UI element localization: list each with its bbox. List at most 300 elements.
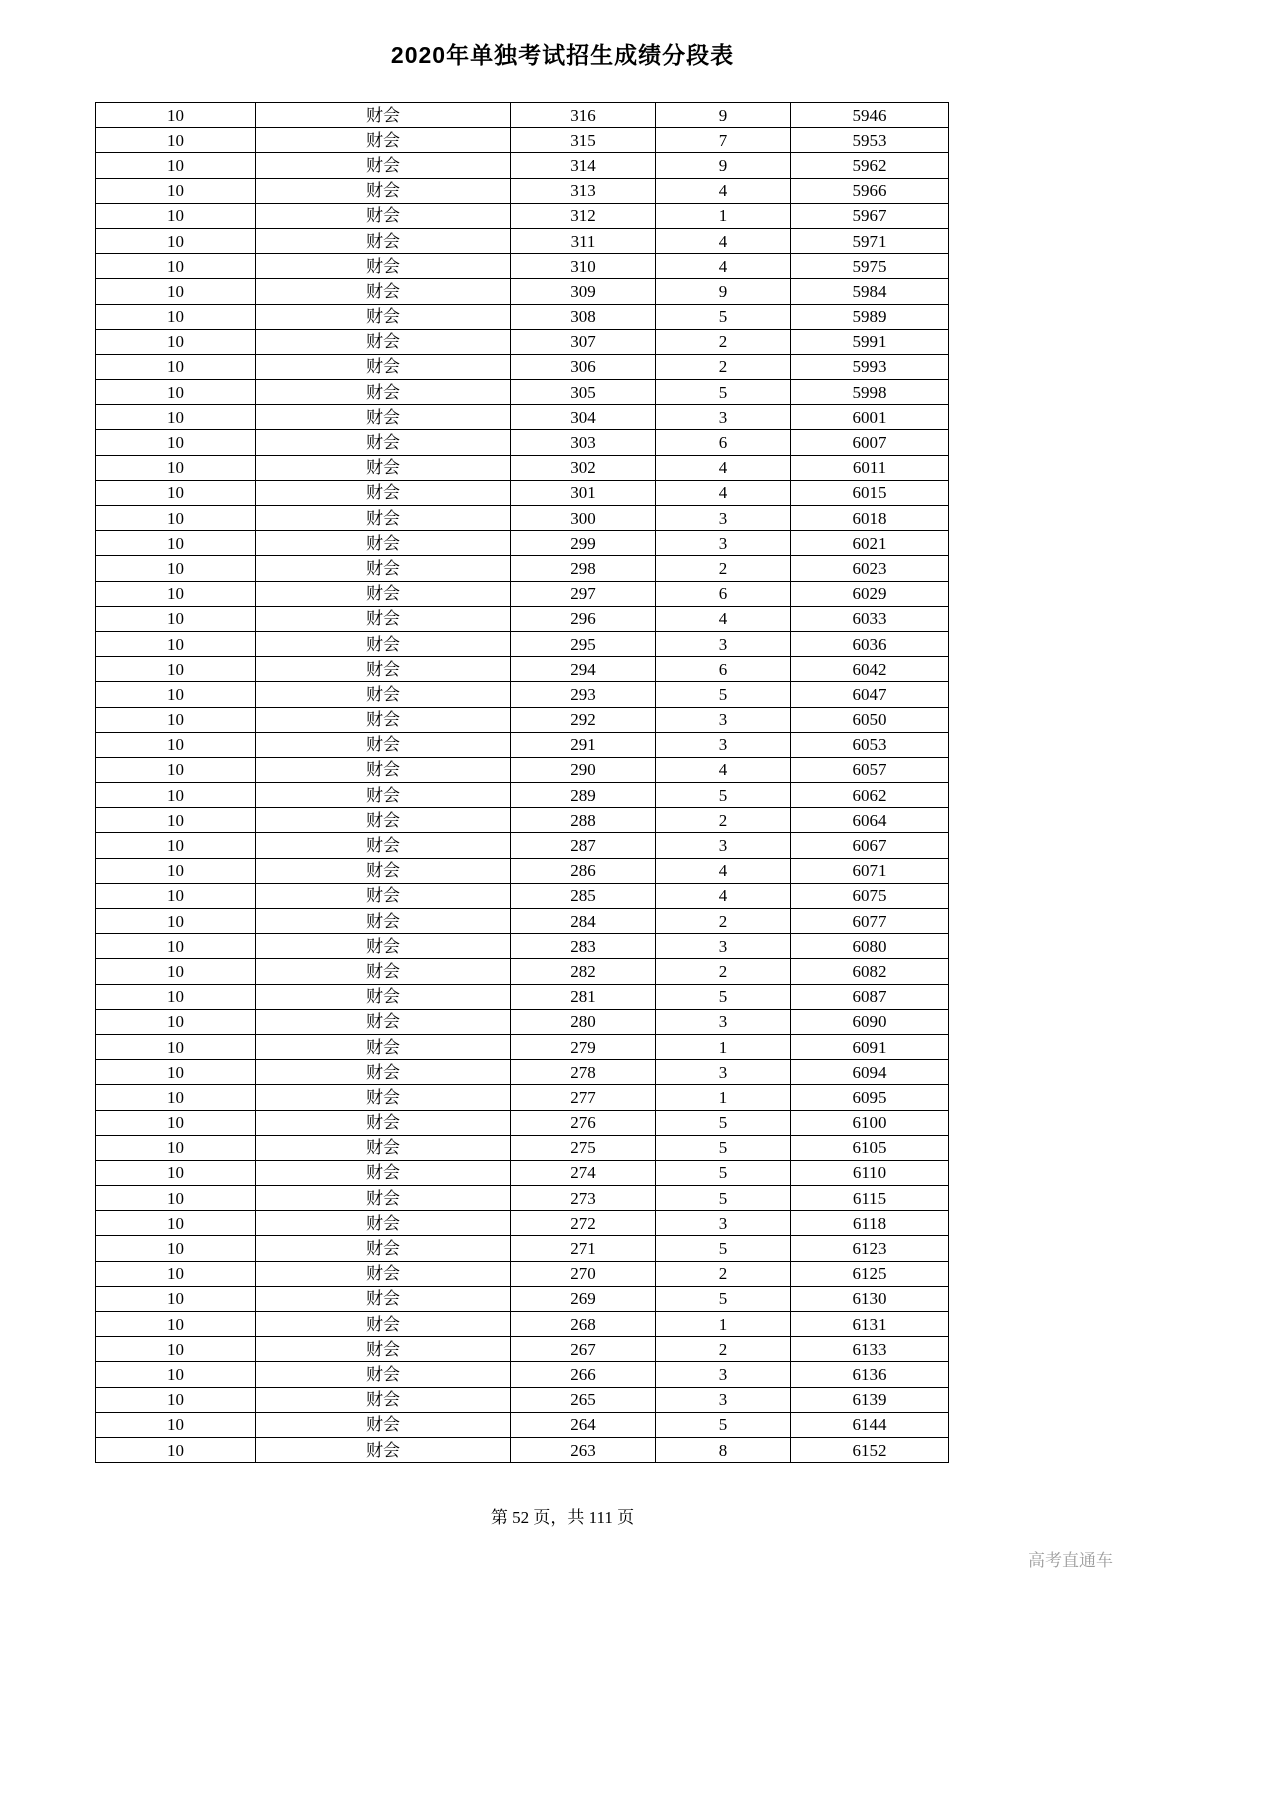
table-cell: 270: [511, 1261, 656, 1286]
table-row: [96, 757, 949, 782]
table-cell: 财会: [256, 707, 511, 732]
table-cell: 10: [96, 455, 256, 480]
table-cell: 6080: [791, 934, 949, 959]
table-cell: 财会: [256, 1160, 511, 1185]
table-row: [96, 808, 949, 833]
table-cell: 10: [96, 430, 256, 455]
table-cell: 5967: [791, 203, 949, 228]
table-cell: 10: [96, 1110, 256, 1135]
table-cell: 313: [511, 178, 656, 203]
table-row: [96, 203, 949, 228]
table-cell: 2: [656, 808, 791, 833]
score-table: [95, 102, 949, 1463]
table-cell: 10: [96, 581, 256, 606]
table-cell: 7: [656, 128, 791, 153]
table-cell: 10: [96, 1236, 256, 1261]
table-cell: 4: [656, 480, 791, 505]
table-row: [96, 883, 949, 908]
table-cell: 5: [656, 984, 791, 1009]
table-cell: 10: [96, 934, 256, 959]
table-cell: 6087: [791, 984, 949, 1009]
table-row: [96, 1110, 949, 1135]
table-cell: 1: [656, 203, 791, 228]
table-row: [96, 1034, 949, 1059]
table-cell: 10: [96, 606, 256, 631]
table-cell: 293: [511, 682, 656, 707]
table-cell: 财会: [256, 1135, 511, 1160]
table-cell: 288: [511, 808, 656, 833]
table-cell: 10: [96, 178, 256, 203]
table-row: [96, 455, 949, 480]
table-cell: 财会: [256, 103, 511, 128]
table-cell: 10: [96, 1261, 256, 1286]
table-cell: 财会: [256, 203, 511, 228]
table-cell: 8: [656, 1437, 791, 1462]
table-cell: 财会: [256, 455, 511, 480]
table-row: [96, 304, 949, 329]
table-cell: 财会: [256, 304, 511, 329]
table-cell: 10: [96, 858, 256, 883]
table-row: [96, 228, 949, 253]
table-cell: 6036: [791, 631, 949, 656]
table-row: [96, 1085, 949, 1110]
table-cell: 3: [656, 934, 791, 959]
document-page: [95, 0, 1030, 1528]
table-cell: 298: [511, 556, 656, 581]
table-cell: 财会: [256, 1312, 511, 1337]
table-cell: 5998: [791, 380, 949, 405]
table-row: [96, 1060, 949, 1085]
table-row: [96, 1186, 949, 1211]
table-cell: 278: [511, 1060, 656, 1085]
table-cell: 275: [511, 1135, 656, 1160]
table-cell: 280: [511, 1009, 656, 1034]
table-cell: 财会: [256, 405, 511, 430]
table-cell: 6: [656, 657, 791, 682]
table-cell: 5: [656, 1110, 791, 1135]
table-row: [96, 1160, 949, 1185]
table-cell: 9: [656, 103, 791, 128]
table-cell: 264: [511, 1412, 656, 1437]
table-cell: 财会: [256, 506, 511, 531]
table-cell: 3: [656, 506, 791, 531]
table-cell: 9: [656, 279, 791, 304]
table-cell: 5: [656, 1236, 791, 1261]
table-cell: 财会: [256, 1085, 511, 1110]
table-row: [96, 1211, 949, 1236]
table-cell: 276: [511, 1110, 656, 1135]
table-cell: 财会: [256, 682, 511, 707]
table-cell: 6011: [791, 455, 949, 480]
table-cell: 287: [511, 833, 656, 858]
table-cell: 10: [96, 984, 256, 1009]
table-cell: 10: [96, 1362, 256, 1387]
table-cell: 5991: [791, 329, 949, 354]
table-row: [96, 909, 949, 934]
table-cell: 284: [511, 909, 656, 934]
table-cell: 10: [96, 1009, 256, 1034]
table-cell: 6075: [791, 883, 949, 908]
table-cell: 295: [511, 631, 656, 656]
table-cell: 6064: [791, 808, 949, 833]
table-row: [96, 254, 949, 279]
table-row: [96, 1362, 949, 1387]
table-cell: 10: [96, 883, 256, 908]
table-cell: 10: [96, 657, 256, 682]
table-cell: 5993: [791, 354, 949, 379]
table-row: [96, 833, 949, 858]
table-cell: 4: [656, 757, 791, 782]
table-cell: 272: [511, 1211, 656, 1236]
table-cell: 2: [656, 329, 791, 354]
table-row: [96, 631, 949, 656]
table-cell: 302: [511, 455, 656, 480]
table-cell: 10: [96, 783, 256, 808]
table-cell: 财会: [256, 153, 511, 178]
table-cell: 315: [511, 128, 656, 153]
table-cell: 282: [511, 959, 656, 984]
table-cell: 2: [656, 354, 791, 379]
table-cell: 3: [656, 707, 791, 732]
table-cell: 财会: [256, 1236, 511, 1261]
table-row: [96, 682, 949, 707]
table-cell: 财会: [256, 1286, 511, 1311]
table-cell: 3: [656, 1362, 791, 1387]
table-cell: 财会: [256, 1186, 511, 1211]
table-cell: 10: [96, 254, 256, 279]
table-cell: 财会: [256, 480, 511, 505]
table-cell: 6094: [791, 1060, 949, 1085]
table-cell: 6131: [791, 1312, 949, 1337]
table-cell: 财会: [256, 732, 511, 757]
table-cell: 307: [511, 329, 656, 354]
table-cell: 10: [96, 153, 256, 178]
table-cell: 10: [96, 1186, 256, 1211]
table-cell: 6015: [791, 480, 949, 505]
page-number: 第 52 页，共 111 页: [490, 1508, 635, 1528]
table-cell: 314: [511, 153, 656, 178]
table-cell: 10: [96, 1387, 256, 1412]
table-cell: 6018: [791, 506, 949, 531]
table-cell: 财会: [256, 858, 511, 883]
table-cell: 310: [511, 254, 656, 279]
table-cell: 财会: [256, 1009, 511, 1034]
table-cell: 3: [656, 405, 791, 430]
table-cell: 财会: [256, 531, 511, 556]
table-cell: 308: [511, 304, 656, 329]
table-row: [96, 480, 949, 505]
table-row: [96, 1236, 949, 1261]
table-cell: 299: [511, 531, 656, 556]
table-cell: 10: [96, 279, 256, 304]
table-row: [96, 707, 949, 732]
table-cell: 4: [656, 883, 791, 908]
table-cell: 10: [96, 1437, 256, 1462]
table-cell: 财会: [256, 783, 511, 808]
table-cell: 10: [96, 556, 256, 581]
table-cell: 财会: [256, 606, 511, 631]
table-cell: 财会: [256, 1261, 511, 1286]
page-title: 2020年单独考试招生成绩分段表: [390, 42, 735, 68]
table-cell: 10: [96, 1211, 256, 1236]
table-cell: 6057: [791, 757, 949, 782]
table-row: [96, 405, 949, 430]
table-cell: 286: [511, 858, 656, 883]
table-cell: 财会: [256, 178, 511, 203]
table-row: [96, 732, 949, 757]
table-cell: 6136: [791, 1362, 949, 1387]
table-cell: 3: [656, 1060, 791, 1085]
table-row: [96, 279, 949, 304]
table-cell: 6067: [791, 833, 949, 858]
table-cell: 5: [656, 380, 791, 405]
table-cell: 6130: [791, 1286, 949, 1311]
table-row: [96, 1135, 949, 1160]
table-cell: 5946: [791, 103, 949, 128]
table-cell: 10: [96, 203, 256, 228]
table-cell: 财会: [256, 757, 511, 782]
table-cell: 1: [656, 1312, 791, 1337]
table-cell: 财会: [256, 128, 511, 153]
table-cell: 3: [656, 531, 791, 556]
table-cell: 6029: [791, 581, 949, 606]
table-cell: 10: [96, 304, 256, 329]
table-cell: 10: [96, 833, 256, 858]
table-cell: 292: [511, 707, 656, 732]
table-cell: 10: [96, 506, 256, 531]
table-cell: 10: [96, 757, 256, 782]
table-cell: 5: [656, 1135, 791, 1160]
table-row: [96, 1009, 949, 1034]
table-cell: 财会: [256, 380, 511, 405]
table-cell: 6133: [791, 1337, 949, 1362]
table-cell: 9: [656, 153, 791, 178]
table-cell: 2: [656, 556, 791, 581]
table-cell: 5: [656, 1160, 791, 1185]
table-row: [96, 657, 949, 682]
table-row: [96, 430, 949, 455]
table-cell: 2: [656, 909, 791, 934]
table-cell: 4: [656, 455, 791, 480]
table-cell: 279: [511, 1034, 656, 1059]
table-cell: 6100: [791, 1110, 949, 1135]
table-cell: 290: [511, 757, 656, 782]
table-row: [96, 380, 949, 405]
table-cell: 财会: [256, 228, 511, 253]
table-cell: 5971: [791, 228, 949, 253]
table-cell: 财会: [256, 959, 511, 984]
table-cell: 3: [656, 1211, 791, 1236]
table-cell: 3: [656, 631, 791, 656]
table-cell: 281: [511, 984, 656, 1009]
table-row: [96, 934, 949, 959]
table-cell: 5953: [791, 128, 949, 153]
table-cell: 300: [511, 506, 656, 531]
table-cell: 6021: [791, 531, 949, 556]
table-row: [96, 531, 949, 556]
table-row: [96, 556, 949, 581]
table-cell: 财会: [256, 657, 511, 682]
table-cell: 财会: [256, 329, 511, 354]
table-cell: 6001: [791, 405, 949, 430]
table-cell: 4: [656, 228, 791, 253]
table-cell: 311: [511, 228, 656, 253]
table-cell: 274: [511, 1160, 656, 1185]
table-cell: 297: [511, 581, 656, 606]
table-cell: 6105: [791, 1135, 949, 1160]
table-cell: 277: [511, 1085, 656, 1110]
table-cell: 10: [96, 329, 256, 354]
table-cell: 2: [656, 1261, 791, 1286]
table-cell: 6118: [791, 1211, 949, 1236]
table-cell: 4: [656, 178, 791, 203]
table-cell: 财会: [256, 354, 511, 379]
table-cell: 10: [96, 480, 256, 505]
table-cell: 6033: [791, 606, 949, 631]
table-cell: 305: [511, 380, 656, 405]
table-cell: 10: [96, 354, 256, 379]
table-cell: 6082: [791, 959, 949, 984]
table-cell: 10: [96, 1286, 256, 1311]
table-cell: 268: [511, 1312, 656, 1337]
table-cell: 10: [96, 1312, 256, 1337]
table-cell: 6125: [791, 1261, 949, 1286]
table-cell: 2: [656, 1337, 791, 1362]
table-cell: 5962: [791, 153, 949, 178]
table-cell: 263: [511, 1437, 656, 1462]
table-cell: 6144: [791, 1412, 949, 1437]
table-cell: 财会: [256, 1362, 511, 1387]
table-cell: 财会: [256, 883, 511, 908]
table-cell: 294: [511, 657, 656, 682]
table-cell: 10: [96, 732, 256, 757]
table-cell: 10: [96, 909, 256, 934]
table-cell: 6110: [791, 1160, 949, 1185]
table-cell: 1: [656, 1034, 791, 1059]
table-row: [96, 103, 949, 128]
table-cell: 291: [511, 732, 656, 757]
table-cell: 6090: [791, 1009, 949, 1034]
table-cell: 5: [656, 1286, 791, 1311]
table-cell: 289: [511, 783, 656, 808]
table-cell: 3: [656, 1009, 791, 1034]
table-cell: 财会: [256, 1387, 511, 1412]
table-cell: 财会: [256, 1437, 511, 1462]
table-cell: 财会: [256, 1034, 511, 1059]
table-cell: 5: [656, 1186, 791, 1211]
table-row: [96, 858, 949, 883]
table-cell: 6023: [791, 556, 949, 581]
table-cell: 285: [511, 883, 656, 908]
table-row: [96, 178, 949, 203]
table-cell: 304: [511, 405, 656, 430]
table-cell: 316: [511, 103, 656, 128]
table-cell: 5: [656, 1412, 791, 1437]
table-cell: 5989: [791, 304, 949, 329]
table-cell: 6091: [791, 1034, 949, 1059]
table-cell: 1: [656, 1085, 791, 1110]
table-row: [96, 329, 949, 354]
table-row: [96, 959, 949, 984]
table-cell: 6139: [791, 1387, 949, 1412]
table-cell: 3: [656, 732, 791, 757]
table-cell: 5984: [791, 279, 949, 304]
table-cell: 财会: [256, 631, 511, 656]
table-row: [96, 354, 949, 379]
table-row: [96, 1412, 949, 1437]
table-row: [96, 783, 949, 808]
table-cell: 财会: [256, 1110, 511, 1135]
table-cell: 财会: [256, 1211, 511, 1236]
table-cell: 10: [96, 1060, 256, 1085]
table-cell: 306: [511, 354, 656, 379]
table-cell: 财会: [256, 984, 511, 1009]
table-cell: 6062: [791, 783, 949, 808]
table-cell: 10: [96, 1085, 256, 1110]
table-cell: 财会: [256, 909, 511, 934]
table-cell: 10: [96, 682, 256, 707]
table-cell: 财会: [256, 833, 511, 858]
table-cell: 10: [96, 707, 256, 732]
table-cell: 6007: [791, 430, 949, 455]
table-cell: 4: [656, 606, 791, 631]
table-cell: 6042: [791, 657, 949, 682]
table-cell: 6077: [791, 909, 949, 934]
table-cell: 303: [511, 430, 656, 455]
table-cell: 271: [511, 1236, 656, 1261]
table-row: [96, 1437, 949, 1462]
table-cell: 6152: [791, 1437, 949, 1462]
table-cell: 财会: [256, 430, 511, 455]
table-cell: 10: [96, 959, 256, 984]
table-cell: 财会: [256, 279, 511, 304]
table-cell: 财会: [256, 581, 511, 606]
table-cell: 6: [656, 581, 791, 606]
table-cell: 4: [656, 254, 791, 279]
table-cell: 财会: [256, 556, 511, 581]
table-cell: 5975: [791, 254, 949, 279]
table-cell: 财会: [256, 1337, 511, 1362]
table-cell: 309: [511, 279, 656, 304]
table-cell: 6: [656, 430, 791, 455]
table-cell: 10: [96, 1160, 256, 1185]
watermark-text: 高考直通车: [1028, 1551, 1113, 1570]
table-cell: 6071: [791, 858, 949, 883]
table-cell: 273: [511, 1186, 656, 1211]
table-cell: 10: [96, 128, 256, 153]
table-cell: 301: [511, 480, 656, 505]
table-cell: 266: [511, 1362, 656, 1387]
table-row: [96, 984, 949, 1009]
table-cell: 财会: [256, 934, 511, 959]
table-cell: 10: [96, 228, 256, 253]
table-cell: 6115: [791, 1186, 949, 1211]
table-cell: 10: [96, 405, 256, 430]
table-cell: 267: [511, 1337, 656, 1362]
table-cell: 10: [96, 380, 256, 405]
table-cell: 10: [96, 531, 256, 556]
table-cell: 5966: [791, 178, 949, 203]
table-row: [96, 1337, 949, 1362]
table-cell: 6123: [791, 1236, 949, 1261]
table-cell: 5: [656, 304, 791, 329]
score-table-body: [96, 103, 949, 1463]
table-row: [96, 606, 949, 631]
table-cell: 6053: [791, 732, 949, 757]
table-row: [96, 1286, 949, 1311]
table-cell: 312: [511, 203, 656, 228]
table-cell: 296: [511, 606, 656, 631]
